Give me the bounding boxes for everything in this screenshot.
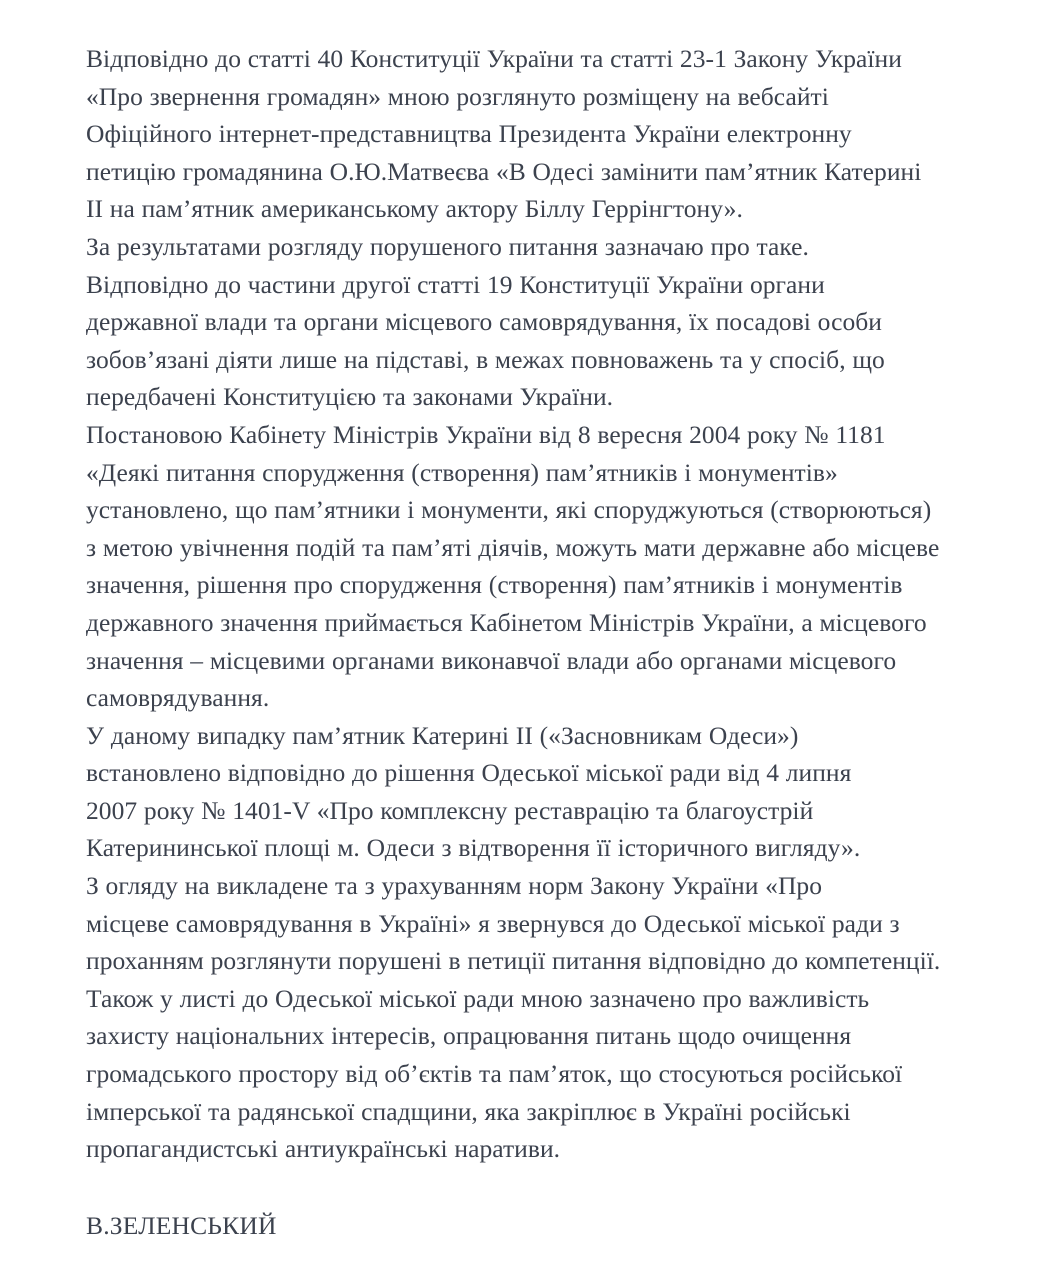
text-line: громадського простору від об’єктів та пам’яток, що стосуються російської <box>86 1059 903 1089</box>
letter-body <box>86 40 964 1168</box>
text-line: захисту національних інтересів, опрацювання питань щодо очищення <box>86 1021 852 1051</box>
paragraph-national-interests <box>86 980 964 1168</box>
paragraph-local-self-government <box>86 867 964 980</box>
text-line: З огляду на викладене та з урахуванням норм Закону України «Про <box>86 871 823 901</box>
text-line: Відповідно до частини другої статті 19 Конституції України органи <box>86 269 825 299</box>
text-line: з метою увічнення подій та пам’яті діячів, можуть мати державне або місцеве <box>86 532 940 562</box>
text-line: передбачені Конституцією та законами України. <box>86 382 614 412</box>
paragraph-article-19 <box>86 266 964 416</box>
text-line: Катерининської площі м. Одеси з відтворення її історичного вигляду». <box>86 833 861 863</box>
text-line: «Деякі питання спорудження (створення) пам’ятників і монументів» <box>86 457 838 487</box>
text-line: проханням розглянути порушені в петиції питання відповідно до компетенції. <box>86 946 941 976</box>
text-line: II на пам’ятник американському актору Біллу Геррінгтону». <box>86 194 743 224</box>
paragraph-resolution-1181 <box>86 416 964 717</box>
text-line: значення – місцевими органами виконавчої влади або органами місцевого <box>86 645 897 675</box>
paragraph-review-result <box>86 228 964 266</box>
text-line: петицію громадянина О.Ю.Матвеєва «В Одесі замінити пам’ятник Катерині <box>86 156 922 186</box>
text-line: установлено, що пам’ятники і монументи, які споруджуються (створюються) <box>86 495 932 525</box>
text-line: пропагандистські антиукраїнські наративи. <box>86 1134 561 1164</box>
text-line: «Про звернення громадян» мною розглянуто розміщену на вебсайті <box>86 81 829 111</box>
text-line: значення, рішення про спорудження (створення) пам’ятників і монументів <box>86 570 903 600</box>
text-line: самоврядування. <box>86 683 270 713</box>
text-line: У даному випадку пам’ятник Катерині II («Засновникам Одеси») <box>86 720 799 750</box>
text-line: державної влади та органи місцевого самоврядування, їх посадові особи <box>86 307 882 337</box>
text-line: імперської та радянської спадщини, яка закріплює в Україні російські <box>86 1096 851 1126</box>
paragraph-petition-reference <box>86 40 964 228</box>
text-line: місцеве самоврядування в Україні» я звернувся до Одеської міської ради з <box>86 908 900 938</box>
text-line: державного значення приймається Кабінетом Міністрів України, а місцевого <box>86 607 927 637</box>
paragraph-odesa-decision <box>86 717 964 867</box>
text-line: Відповідно до статті 40 Конституції України та статті 23-1 Закону України <box>86 44 902 73</box>
text-line: 2007 року № 1401-V «Про комплексну реставрацію та благоустрій <box>86 795 814 825</box>
text-line: За результатами розгляду порушеного питання зазначаю про таке. <box>86 231 809 261</box>
signature-block <box>86 1205 964 1245</box>
text-line: Офіційного інтернет-представництва Президента України електронну <box>86 119 852 149</box>
signature-name: В.ЗЕЛЕНСЬКИЙ <box>86 1211 277 1241</box>
text-line: Також у листі до Одеської міської ради мною зазначено про важливість <box>86 983 870 1013</box>
text-line: зобов’язані діяти лише на підставі, в межах повноважень та у спосіб, що <box>86 344 885 374</box>
text-line: встановлено відповідно до рішення Одеської міської ради від 4 липня <box>86 758 852 788</box>
text-line: Постановою Кабінету Міністрів України від 8 вересня 2004 року № 1181 <box>86 419 886 449</box>
